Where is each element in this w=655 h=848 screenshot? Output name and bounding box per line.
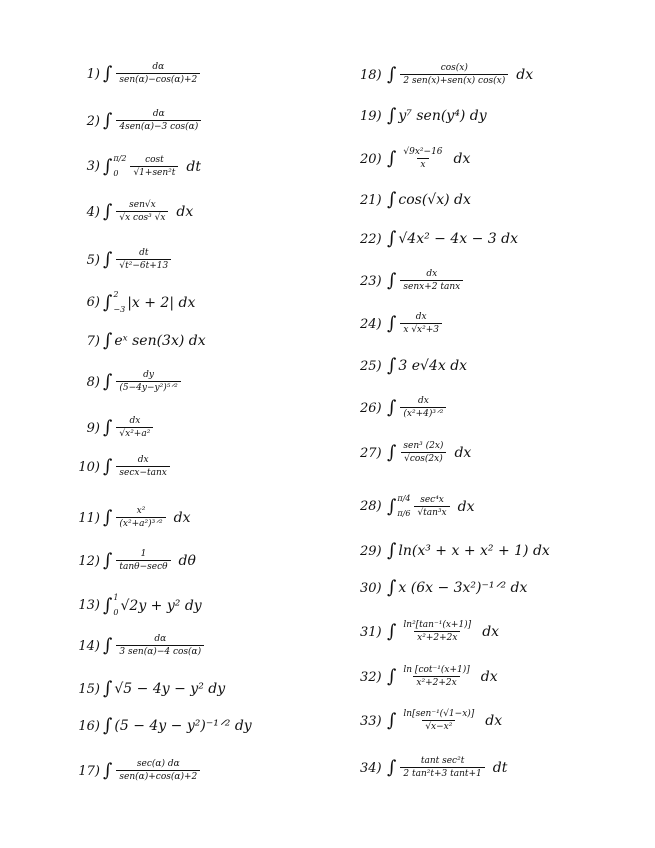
exercise-number: 20) [360,151,382,167]
numerator: √9x²−16 [403,147,443,157]
fraction [116,635,204,657]
numerator: 1 [140,549,147,559]
integral-sign: ∫ [103,63,113,84]
exercise-number: 31) [360,624,382,640]
exercise-8 [76,371,183,393]
fraction [400,621,474,643]
integral-sign: ∫ [103,456,113,477]
integral-sign: ∫ [103,371,113,392]
numerator: dy [143,370,154,380]
integral-sign: ∫ [387,228,397,249]
numerator: dα [154,634,167,644]
denominator: 3 sen(α)−4 cos(α) [116,645,204,657]
denominator: √cos(2x) [401,452,446,464]
differential: dx [480,669,498,685]
fraction [400,710,477,732]
integral-sign: ∫ [103,417,113,438]
exercise-1 [76,63,202,85]
integral-sign: ∫ [387,355,397,376]
exercise-number: 3) [86,159,100,175]
numerator: dx [415,312,427,322]
exercise-21 [360,191,471,209]
fraction [116,456,169,478]
integrand: ln(x³ + x + x² + 1) dx [398,543,550,559]
exercise-29 [360,542,550,560]
denominator: secx−tanx [116,466,169,478]
denominator: 4sen(α)−3 cos(α) [116,120,201,132]
numerator: dx [417,396,429,406]
integrand: √4x² − 4x − 3 dx [398,231,519,247]
exercise-number: 25) [360,358,382,374]
exercise-number: 13) [78,598,100,614]
denominator: (x²+4)³ᐟ² [400,407,446,419]
integrand: √5 − 4y − y² dy [114,681,226,697]
denominator: 2 sen(x)+sen(x) cos(x) [400,74,508,86]
fraction [116,550,170,572]
fraction [116,507,165,529]
exercise-28 [360,495,475,519]
integration-limits [113,594,118,618]
exercise-5 [76,249,173,271]
exercise-number: 24) [360,316,382,332]
integral-sign: ∫ [387,397,397,418]
fraction [116,249,171,271]
fraction [400,270,463,292]
integral-sign: ∫ [387,270,397,291]
integral-sign: ∫ [387,621,397,642]
fraction [400,397,446,419]
exercise-2 [76,110,203,132]
differential: dx [454,445,472,461]
exercise-number: 2) [86,113,100,129]
numerator: dx [129,416,141,426]
integral-sign: ∫ [387,189,397,210]
denominator: x²+2+2x [413,676,459,688]
integration-limits [397,495,410,519]
numerator: ln[sen⁻¹(√1−x)] [403,709,475,719]
integrand: x (6x − 3x²)⁻¹ᐟ² dx [398,580,528,596]
numerator: sec(α) dα [136,759,180,769]
integral-sign: ∫ [387,666,397,687]
integral-sign: ∫ [103,760,113,781]
exercise-number: 5) [86,252,100,268]
differential: dt [186,158,201,175]
lower-limit: 0 [113,168,119,178]
lower-limit: π/6 [397,508,411,518]
exercise-number: 17) [78,763,100,779]
numerator: sen√x [129,200,156,210]
exercise-number: 23) [360,273,382,289]
exercise-20 [360,148,470,170]
denominator: senx+2 tanx [400,280,463,292]
numerator: ln [cot⁻¹(x+1)] [403,665,470,675]
fraction [130,156,178,178]
exercise-number: 15) [78,681,100,697]
numerator: tant sec²t [420,756,465,766]
exercise-number: 21) [360,192,382,208]
integral-sign: ∫ [103,678,113,699]
exercise-3 [76,155,201,179]
lower-limit: −3 [113,304,126,314]
exercise-34 [360,757,507,779]
denominator: √tan³x [414,506,449,518]
integrand: √2y + y² dy [120,597,202,614]
integrand: cos(√x) dx [398,192,471,208]
fraction [414,496,449,518]
denominator: sen(α)+cos(α)+2 [116,770,200,782]
exercise-26 [360,397,448,419]
differential: dx [173,510,191,526]
integral-sign: ∫ [387,710,397,731]
integrand: (5 − 4y − y²)⁻¹ᐟ² dy [114,718,252,734]
integral-sign: ∫ [387,577,397,598]
fraction [400,666,472,688]
integrand: |x + 2| dx [127,294,196,311]
integral-sign: ∫ [387,757,397,778]
denominator: √x cos³ √x [116,211,168,223]
exercise-number: 22) [360,231,382,247]
exercise-4 [76,201,193,223]
fraction [400,64,508,86]
exercise-number: 11) [78,510,100,526]
denominator: √x−x² [422,720,455,732]
fraction [400,757,484,779]
upper-limit: 1 [113,593,119,602]
integral-sign: ∫ [103,594,113,616]
exercise-number: 7) [86,333,100,349]
integrand: y⁷ sen(y⁴) dy [398,108,487,124]
differential: dx [482,624,500,640]
exercise-32 [360,666,498,688]
exercise-number: 33) [360,713,382,729]
integral-sign: ∫ [387,105,397,126]
exercise-13 [76,594,202,618]
integrand: 3 e√4x dx [398,358,468,374]
numerator: dx [137,455,149,465]
integral-sign: ∫ [103,110,113,131]
denominator: sen(α)−cos(α)+2 [116,73,200,85]
fraction [116,417,153,439]
integral-sign: ∫ [387,540,397,561]
integrand: eˣ sen(3x) dx [114,333,206,349]
fraction [116,371,180,393]
exercise-number: 8) [86,374,100,390]
numerator: sec⁴x [420,494,444,505]
numerator: x² [136,506,146,516]
exercise-11 [76,507,191,529]
exercise-17 [76,760,202,782]
numerator: cost [145,154,164,165]
exercise-14 [76,635,206,657]
exercise-15 [76,680,225,698]
exercise-9 [76,417,155,439]
exercise-number: 19) [360,108,382,124]
fraction [116,63,200,85]
integral-sign: ∫ [103,635,113,656]
fraction [116,110,201,132]
exercise-number: 16) [78,718,100,734]
denominator: √t²−6t+13 [116,259,171,271]
exercise-number: 6) [86,295,100,311]
integration-limits [113,155,126,179]
integration-limits [113,291,125,315]
exercise-number: 4) [86,204,100,220]
integral-sign: ∫ [387,442,397,463]
exercise-22 [360,230,518,248]
exercise-number: 10) [78,459,100,475]
numerator: cos(x) [440,63,468,73]
differential: dx [457,498,475,515]
exercise-number: 26) [360,400,382,416]
denominator: √x²+a² [116,427,153,439]
exercise-31 [360,621,499,643]
exercise-12 [76,550,196,572]
lower-limit: 0 [113,607,119,617]
exercise-number: 34) [360,760,382,776]
differential: dθ [178,553,196,569]
denominator: x [417,158,428,170]
exercise-number: 29) [360,543,382,559]
differential: dx [453,151,471,167]
exercise-number: 30) [360,580,382,596]
denominator: x²+2+2x [414,631,460,643]
integral-sign: ∫ [387,495,397,517]
numerator: dt [139,248,149,258]
exercise-30 [360,579,527,597]
integral-sign: ∫ [387,148,397,169]
fraction [400,148,445,170]
denominator: tanθ−secθ [116,560,170,572]
exercise-number: 18) [360,67,382,83]
fraction [400,442,446,464]
numerator: sen³ (2x) [403,441,444,451]
numerator: dα [152,62,165,72]
exercise-6 [76,291,195,315]
exercise-10 [76,456,172,478]
upper-limit: 2 [113,290,119,299]
integral-sign: ∫ [103,330,113,351]
exercise-number: 14) [78,638,100,654]
upper-limit: π/4 [397,494,411,503]
integral-sign: ∫ [103,507,113,528]
differential: dx [485,713,503,729]
fraction [116,201,168,223]
exercise-24 [360,313,444,335]
exercise-number: 32) [360,669,382,685]
exercise-33 [360,710,502,732]
integral-sign: ∫ [387,313,397,334]
exercise-number: 1) [86,66,100,82]
exercise-19 [360,107,487,125]
exercise-number: 27) [360,445,382,461]
numerator: dα [152,109,165,119]
integral-sign: ∫ [387,64,397,85]
denominator: √1+sen²t [130,166,178,178]
denominator: (x²+a²)³ᐟ² [116,517,165,529]
exercise-23 [360,270,465,292]
integral-sign: ∫ [103,715,113,736]
integral-sign: ∫ [103,201,113,222]
integral-sign: ∫ [103,155,113,177]
exercise-18 [360,64,533,86]
exercise-7 [76,332,206,350]
exercise-number: 28) [360,499,382,515]
integral-sign: ∫ [103,249,113,270]
exercise-number: 12) [78,553,100,569]
upper-limit: π/2 [113,154,127,163]
fraction [116,760,200,782]
differential: dx [516,67,534,83]
exercise-16 [76,717,252,735]
fraction [400,313,442,335]
denominator: (5−4y−y²)⁵ᐟ² [116,381,180,393]
denominator: 2 tan²t+3 tant+1 [400,767,484,779]
exercise-number: 9) [86,420,100,436]
integral-sign: ∫ [103,291,113,313]
numerator: ln²[tan⁻¹(x+1)] [403,620,472,630]
exercise-25 [360,357,467,375]
numerator: dx [426,269,438,279]
exercise-27 [360,442,471,464]
denominator: x √x²+3 [400,323,442,335]
differential: dx [176,204,194,220]
integral-sign: ∫ [103,550,113,571]
differential: dt [492,760,508,776]
